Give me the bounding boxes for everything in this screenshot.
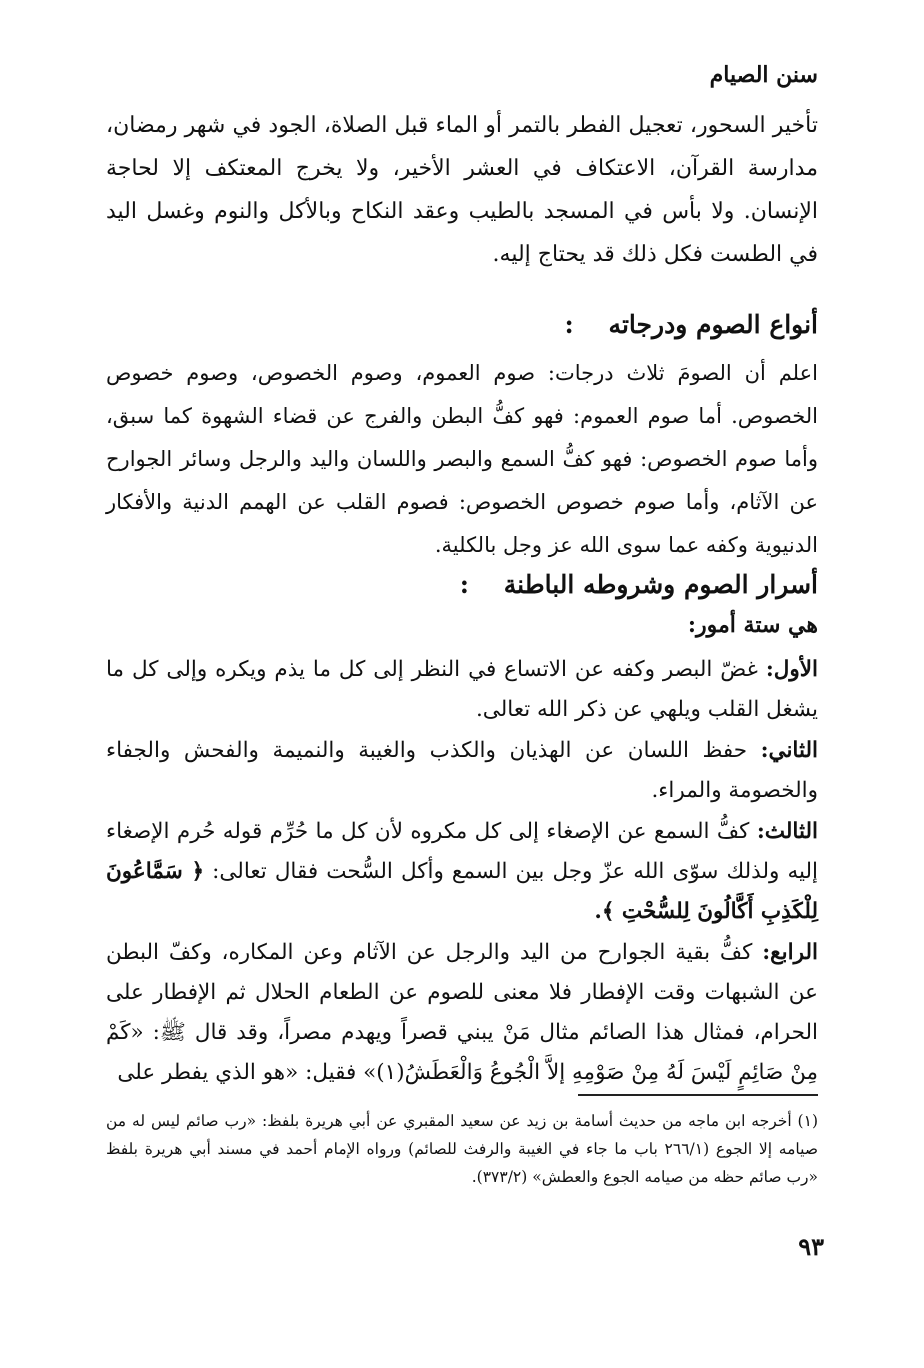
list-item: [106, 812, 818, 932]
footnote-divider: [578, 1094, 818, 1096]
item-lead: الثالث:: [756, 819, 818, 844]
section-heading-types: أنواع الصوم ودرجاته :: [564, 310, 818, 339]
page-number: ٩٣: [798, 1232, 824, 1261]
quran-quote: ﴿ سَمَّاعُونَ لِلْكَذِبِ أَكَّالُونَ لِلسُّحْتِ ﴾.: [106, 859, 818, 924]
paragraph-types: اعلم أن الصومَ ثلاث درجات: صوم العموم، وصوم الخصوص، وصوم خصوص الخصوص. أما صوم العموم: فهو كفُّ البطن والفرج عن قضاء الشهوة كما سبق، وأما صوم الخصوص: فهو كفُّ السمع والبصر واللسان واليد والرجل وسائر الجوارح عن الآثام، وأما صوم خصوص الخصوص: فصوم القلب عن الهمم الدنية والأفكار الدنيوية وكفه عما سوى الله عز وجل بالكلية.: [106, 361, 818, 557]
item-text: غضّ البصر وكفه عن الاتساع في النظر إلى كل ما يذم ويكره وإلى كل ما يشغل القلب ويلهي عن ذكر الله تعالى.: [106, 657, 818, 722]
running-head: سنن الصيام: [709, 62, 818, 88]
list-item: [106, 731, 818, 811]
item-lead: الأول:: [765, 657, 819, 682]
list-item: [106, 650, 818, 730]
item-text: كفُّ بقية الجوارح من اليد والرجل عن الآثام وعن المكاره، وكفّ البطن عن الشبهات وقت الإفطار فلا معنى للصوم عن الطعام الحلال ثم الإفطار على الحرام، فمثال هذا الصائم مثال مَنْ يبني قصراً ويهدم مصراً، وقد قال ﷺ: «كَمْ مِنْ صَائِمٍ لَيْسَ لَهُ مِنْ صَوْمِهِ إلاَّ الْجُوعُ وَالْعَطَشُ(١)» فقيل: «هو الذي يفطر على: [106, 940, 818, 1085]
item-text: حفظ اللسان عن الهذيان والكذب والغيبة والنميمة والفحش والجفاء والخصومة والمراء.: [106, 738, 818, 803]
footnote: (١) أخرجه ابن ماجه من حديث أسامة بن زيد عن سعيد المقبري عن أبي هريرة بلفظ: «رب صائم ليس له من صيامه إلا الجوع (٢٦٦/١ باب ما جاء في الغيبة والرفث للصائم) ورواه الإمام أحمد في مسند أبي هريرة بلفظ «رب صائم حظه من صيامه الجوع والعطش» (٣٧٣/٢).: [106, 1112, 818, 1186]
secrets-list: [106, 650, 818, 1094]
item-lead: الثاني:: [760, 738, 818, 763]
item-lead: الرابع:: [762, 940, 818, 965]
section-intro: هي ستة أمور:: [687, 612, 818, 638]
list-item: [106, 933, 818, 1093]
section-heading-secrets: أسرار الصوم وشروطه الباطنة :: [459, 570, 818, 599]
item-text: كفُّ السمع عن الإصغاء إلى كل مكروه لأن كل ما حُرِّم قوله حُرم الإصغاء إليه ولذلك سوّى الله عزّ وجل بين السمع وأكل السُّحت فقال تعالى:: [106, 819, 818, 884]
paragraph-sunan: تأخير السحور، تعجيل الفطر بالتمر أو الماء قبل الصلاة، الجود في شهر رمضان، مدارسة القرآن، الاعتكاف في العشر الأخير، ولا يخرج المعتكف إلا لحاجة الإنسان. ولا بأس في المسجد بالطيب وعقد النكاح وبالأكل والنوم وغسل اليد في الطست فكل ذلك قد يحتاج إليه.: [106, 113, 818, 267]
